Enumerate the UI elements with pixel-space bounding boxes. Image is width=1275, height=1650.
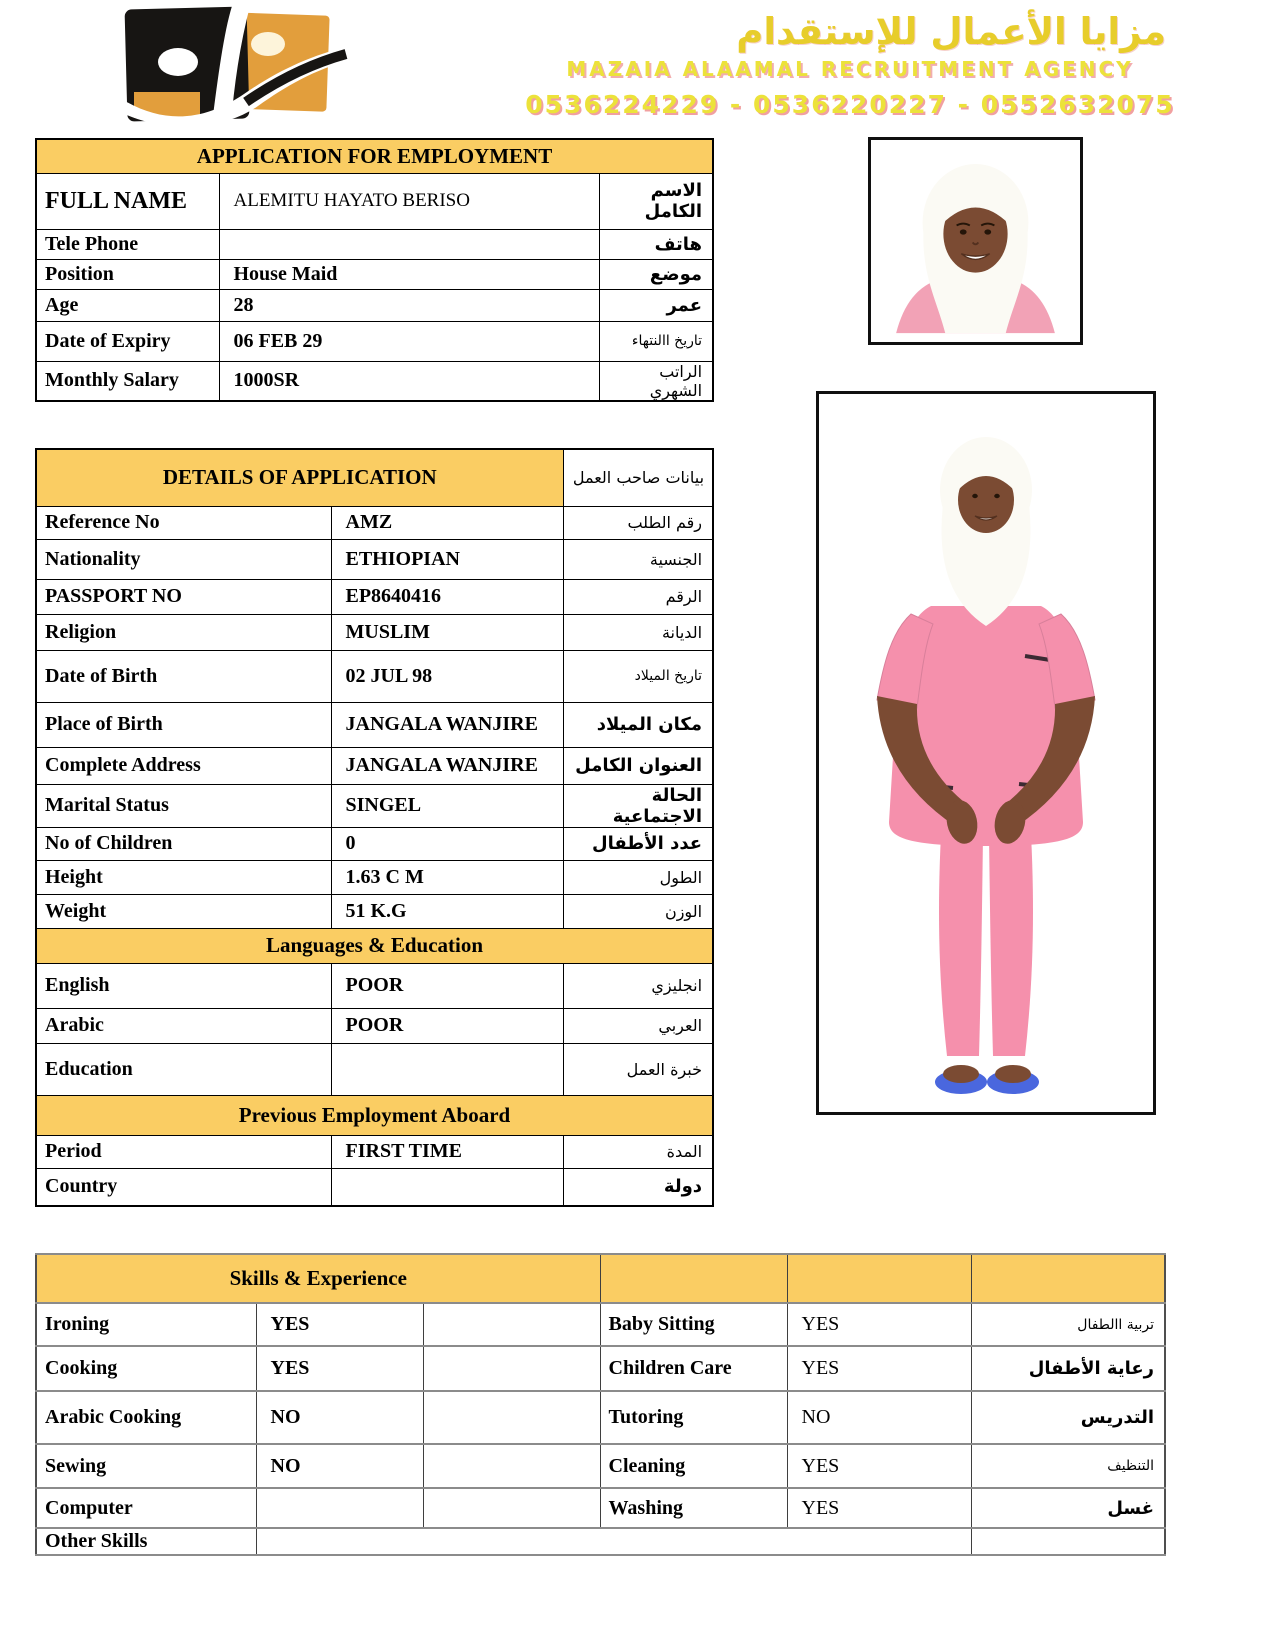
skill-label-arabic: غسل [971,1488,1165,1528]
skill-left-value: YES [256,1346,423,1391]
row-passport-no [36,579,713,614]
skills-row-other-skills [36,1528,1165,1555]
skill-left-value: YES [256,1303,423,1346]
skills-table-header [36,1254,1165,1303]
skills-table-title: Skills & Experience [36,1254,600,1303]
field-value: House Maid [219,259,599,289]
field-value: POOR [331,1008,563,1043]
row-tele-phone [36,229,713,259]
field-value: 1.63 C M [331,860,563,894]
field-label: Weight [36,894,331,928]
application-table [35,138,712,402]
field-value [219,229,599,259]
skill-right-label: Baby Sitting [600,1303,787,1346]
row-period [36,1135,713,1168]
details-table-title: DETAILS OF APPLICATION [36,449,563,506]
skills-row-cooking-childrencare [36,1346,1165,1391]
skills-header-spacer [787,1254,971,1303]
skill-right-value: YES [787,1444,971,1488]
field-value: JANGALA WANJIRE [331,747,563,784]
field-label: Date of Birth [36,650,331,702]
field-label: Position [36,259,219,289]
skill-right-value: YES [787,1488,971,1528]
skills-header-spacer [971,1254,1165,1303]
other-skills-value [256,1528,971,1555]
skill-left-value: NO [256,1391,423,1444]
field-value: 06 FEB 29 [219,321,599,361]
field-value: EP8640416 [331,579,563,614]
row-height [36,860,713,894]
field-label: Nationality [36,539,331,579]
agency-logo [116,6,356,126]
previous-employment-section-header [36,1095,713,1135]
details-table [35,448,712,1207]
skill-label-arabic: تربية االطفال [971,1303,1165,1346]
field-label-arabic: الطول [563,860,713,894]
skill-right-value: NO [787,1391,971,1444]
row-complete-address [36,747,713,784]
field-label: Tele Phone [36,229,219,259]
row-full-name [36,173,713,229]
field-value: 28 [219,289,599,321]
row-nationality [36,539,713,579]
field-label-arabic: هاتف [599,229,713,259]
field-label: PASSPORT NO [36,579,331,614]
field-label: Marital Status [36,784,331,827]
spacer-cell [423,1444,600,1488]
field-label: Religion [36,614,331,650]
field-label: Place of Birth [36,702,331,747]
field-value: 1000SR [219,361,599,401]
skill-left-value: NO [256,1444,423,1488]
field-value: AMZ [331,506,563,539]
skills-row-sewing-cleaning [36,1444,1165,1488]
application-table-title: APPLICATION FOR EMPLOYMENT [36,139,713,173]
field-value: 02 JUL 98 [331,650,563,702]
row-religion [36,614,713,650]
skill-right-value: YES [787,1303,971,1346]
field-label-arabic: الاسم الكامل [599,173,713,229]
skill-right-label: Cleaning [600,1444,787,1488]
skill-right-label: Children Care [600,1346,787,1391]
row-reference-no [36,506,713,539]
skills-row-ironing-babysitting [36,1303,1165,1346]
field-value: FIRST TIME [331,1135,563,1168]
field-label-arabic: دولة [563,1168,713,1206]
passport-photo [868,137,1083,345]
skill-left-label: Ironing [36,1303,256,1346]
spacer-cell [423,1488,600,1528]
other-skills-label: Other Skills [36,1528,256,1555]
field-label: Monthly Salary [36,361,219,401]
agency-name-arabic: مزايا الأعمال للإستقدام [736,10,1166,53]
field-label: FULL NAME [36,173,219,229]
row-arabic [36,1008,713,1043]
field-value: 0 [331,827,563,860]
field-label: English [36,963,331,1008]
field-label-arabic: الراتب الشهري [599,361,713,401]
row-place-of-birth [36,702,713,747]
field-value: POOR [331,963,563,1008]
row-marital-status [36,784,713,827]
agency-phone-numbers: 0536224229 - 0536220227 - 0552632075 [525,89,1175,119]
row-position [36,259,713,289]
field-value: JANGALA WANJIRE [331,702,563,747]
skills-row-arabiccooking-tutoring [36,1391,1165,1444]
field-label-arabic: رقم الطلب [563,506,713,539]
field-label-arabic: الرقم [563,579,713,614]
skill-label-arabic: التنظيف [971,1444,1165,1488]
row-date-of-birth [36,650,713,702]
row-english [36,963,713,1008]
skill-left-label: Cooking [36,1346,256,1391]
skill-right-value: YES [787,1346,971,1391]
skills-table [35,1253,1164,1556]
field-label-arabic: الجنسية [563,539,713,579]
row-monthly-salary [36,361,713,401]
field-label-arabic: الديانة [563,614,713,650]
details-table-title-arabic: بيانات صاحب العمل [563,449,713,506]
skill-label-arabic: التدريس [971,1391,1165,1444]
field-label: Country [36,1168,331,1206]
field-label-arabic: الحالة الاجتماعية [563,784,713,827]
field-value: ETHIOPIAN [331,539,563,579]
skill-label-arabic: رعاية الأطفال [971,1346,1165,1391]
field-label: Education [36,1043,331,1095]
row-country [36,1168,713,1206]
applicant-full-body-illustration [819,394,1153,1112]
skill-right-label: Tutoring [600,1391,787,1444]
skill-left-label: Arabic Cooking [36,1391,256,1444]
field-label: Height [36,860,331,894]
details-table-header [36,449,713,506]
field-value [331,1168,563,1206]
row-no-of-children [36,827,713,860]
field-label-arabic: تاريخ االنتهاء [599,321,713,361]
row-education [36,1043,713,1095]
row-age [36,289,713,321]
agency-name-english: MAZAIA ALAAMAL RECRUITMENT AGENCY [566,56,1134,81]
skills-header-spacer [600,1254,787,1303]
field-label: Date of Expiry [36,321,219,361]
field-value: 51 K.G [331,894,563,928]
applicant-headshot-illustration [881,144,1070,338]
spacer-cell [423,1303,600,1346]
full-body-photo [816,391,1156,1115]
languages-section-title: Languages & Education [36,928,713,963]
agency-logo-icon [116,6,356,126]
field-label-arabic: الوزن [563,894,713,928]
skill-left-value [256,1488,423,1528]
spacer-cell [423,1346,600,1391]
field-value: SINGEL [331,784,563,827]
field-label-arabic: المدة [563,1135,713,1168]
field-label: No of Children [36,827,331,860]
field-label-arabic: عدد الأطفال [563,827,713,860]
field-label: Complete Address [36,747,331,784]
application-table-header [36,139,713,173]
skill-left-label: Sewing [36,1444,256,1488]
field-value [331,1043,563,1095]
field-label: Arabic [36,1008,331,1043]
agency-brand-block [520,12,1180,119]
field-label-arabic: العربي [563,1008,713,1043]
field-label: Age [36,289,219,321]
row-weight [36,894,713,928]
previous-employment-section-title: Previous Employment Aboard [36,1095,713,1135]
field-label-arabic: مكان الميلاد [563,702,713,747]
field-label-arabic: عمر [599,289,713,321]
field-label: Period [36,1135,331,1168]
skill-right-label: Washing [600,1488,787,1528]
field-value: MUSLIM [331,614,563,650]
field-label-arabic: انجليزي [563,963,713,1008]
field-label-arabic: تاريخ الميلاد [563,650,713,702]
skill-left-label: Computer [36,1488,256,1528]
row-date-of-expiry [36,321,713,361]
field-label-arabic: العنوان الكامل [563,747,713,784]
spacer-cell [423,1391,600,1444]
field-value: ALEMITU HAYATO BERISO [219,173,599,229]
field-label: Reference No [36,506,331,539]
field-label-arabic: موضع [599,259,713,289]
field-label-arabic: خبرة العمل [563,1043,713,1095]
skills-row-computer-washing [36,1488,1165,1528]
languages-section-header [36,928,713,963]
other-skills-arabic [971,1528,1165,1555]
